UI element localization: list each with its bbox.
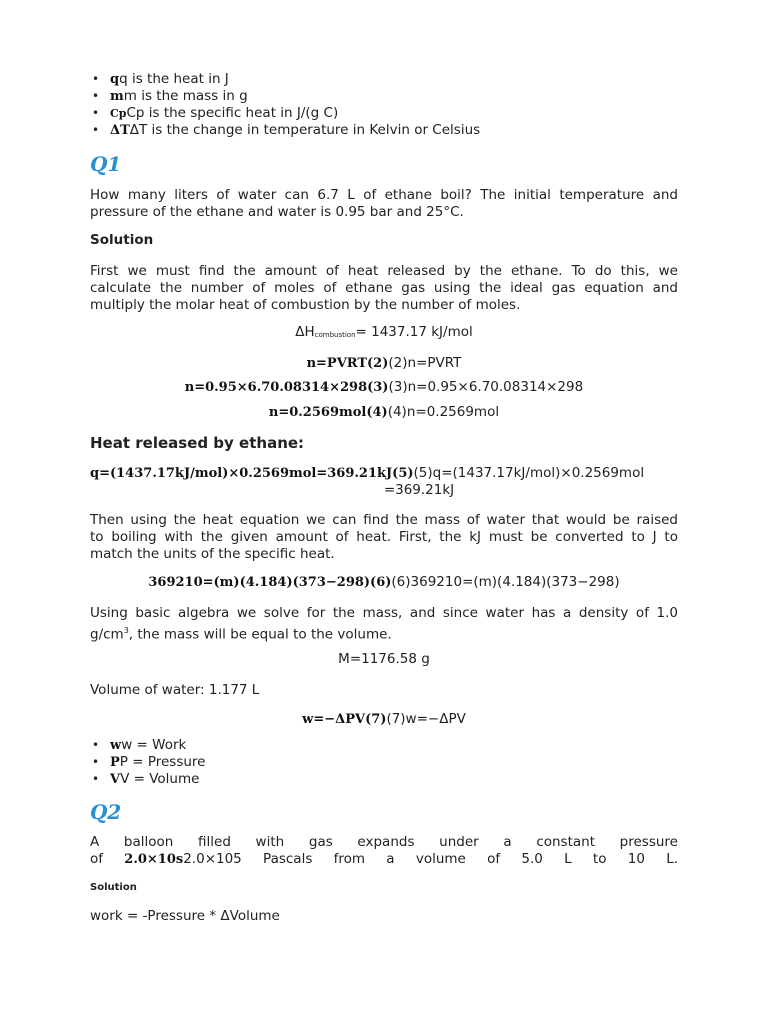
work-definitions-list — [90, 737, 678, 788]
equation-4: n=0.2569mol(4)(4)n=0.2569mol — [268, 404, 500, 420]
list-item: • PP = Pressure — [92, 754, 206, 770]
q1-question: How many liters of water can 6.7 L of ethane boil? The initial temperature and pressure of the ethane and water is 0.95 bar and 25°C. — [90, 187, 678, 220]
equation-3: n=0.95×6.70.08314×298(3)(3)n=0.95×6.70.08314×298 — [184, 379, 584, 395]
work-formula: work = -Pressure * ΔVolume — [90, 908, 280, 924]
equation-2: n=PVRT(2)(2)n=PVRT — [306, 355, 462, 371]
q1-solution-heading: Solution — [90, 232, 154, 248]
q1-heading: Q1 — [90, 152, 122, 176]
equation-7: w=−ΔPV(7)(7)w=−ΔPV — [302, 711, 466, 727]
list-item: • VV = Volume — [92, 771, 200, 787]
q2-heading: Q2 — [90, 800, 122, 824]
mass-equation: M=1176.58 g — [338, 651, 430, 667]
equation-5: q=(1437.17kJ/mol)×0.2569mol=369.21kJ(5)(5)q=(1437.17kJ/mol)×0.2569mol =369.21kJ — [90, 465, 645, 498]
list-item: • ww = Work — [92, 737, 187, 753]
delta-h-equation: $\Delta H_{combustion}= 1437.17$ kJ/mol — [295, 324, 473, 340]
list-item: • CpCp is the specific heat in J/(g C) — [92, 105, 339, 121]
heat-released-heading: Heat released by ethane: — [90, 434, 305, 452]
q1-paragraph-2: Then using the heat equation we can find the mass of water that would be raised to boiling with the given amount of heat. First, the kJ must be converted to J to match the units of the specific heat. — [90, 512, 678, 562]
q1-paragraph-3: Using basic algebra we solve for the mass, and since water has a density of 1.0 $g/cm^3$, the mass will be equal to the volume. — [90, 605, 678, 643]
equation-6: 369210=(m)(4.184)(373−298)(6)(6)369210=(m)(4.184)(373−298) — [148, 574, 620, 590]
list-item: • qq is the heat in J — [92, 71, 229, 87]
list-item: • mm is the mass in g — [92, 88, 248, 104]
q1-paragraph-1: First we must find the amount of heat released by the ethane. To do this, we calculate the number of moles of ethane gas using the ideal gas equation and multiply the molar heat of combustion by the number of moles. — [90, 263, 678, 313]
list-item: • ΔTΔT is the change in temperature in Kelvin or Celsius — [92, 122, 481, 138]
volume-of-water: Volume of water: 1.177 L — [90, 682, 260, 698]
q2-solution-heading: Solution — [90, 882, 137, 893]
q2-question: A balloon filled with gas expands under a constant pressure of 2.0×10s2.0×105 Pascals from a volume of 5.0 L to 10 L. — [90, 834, 679, 867]
definitions-list — [90, 71, 678, 139]
